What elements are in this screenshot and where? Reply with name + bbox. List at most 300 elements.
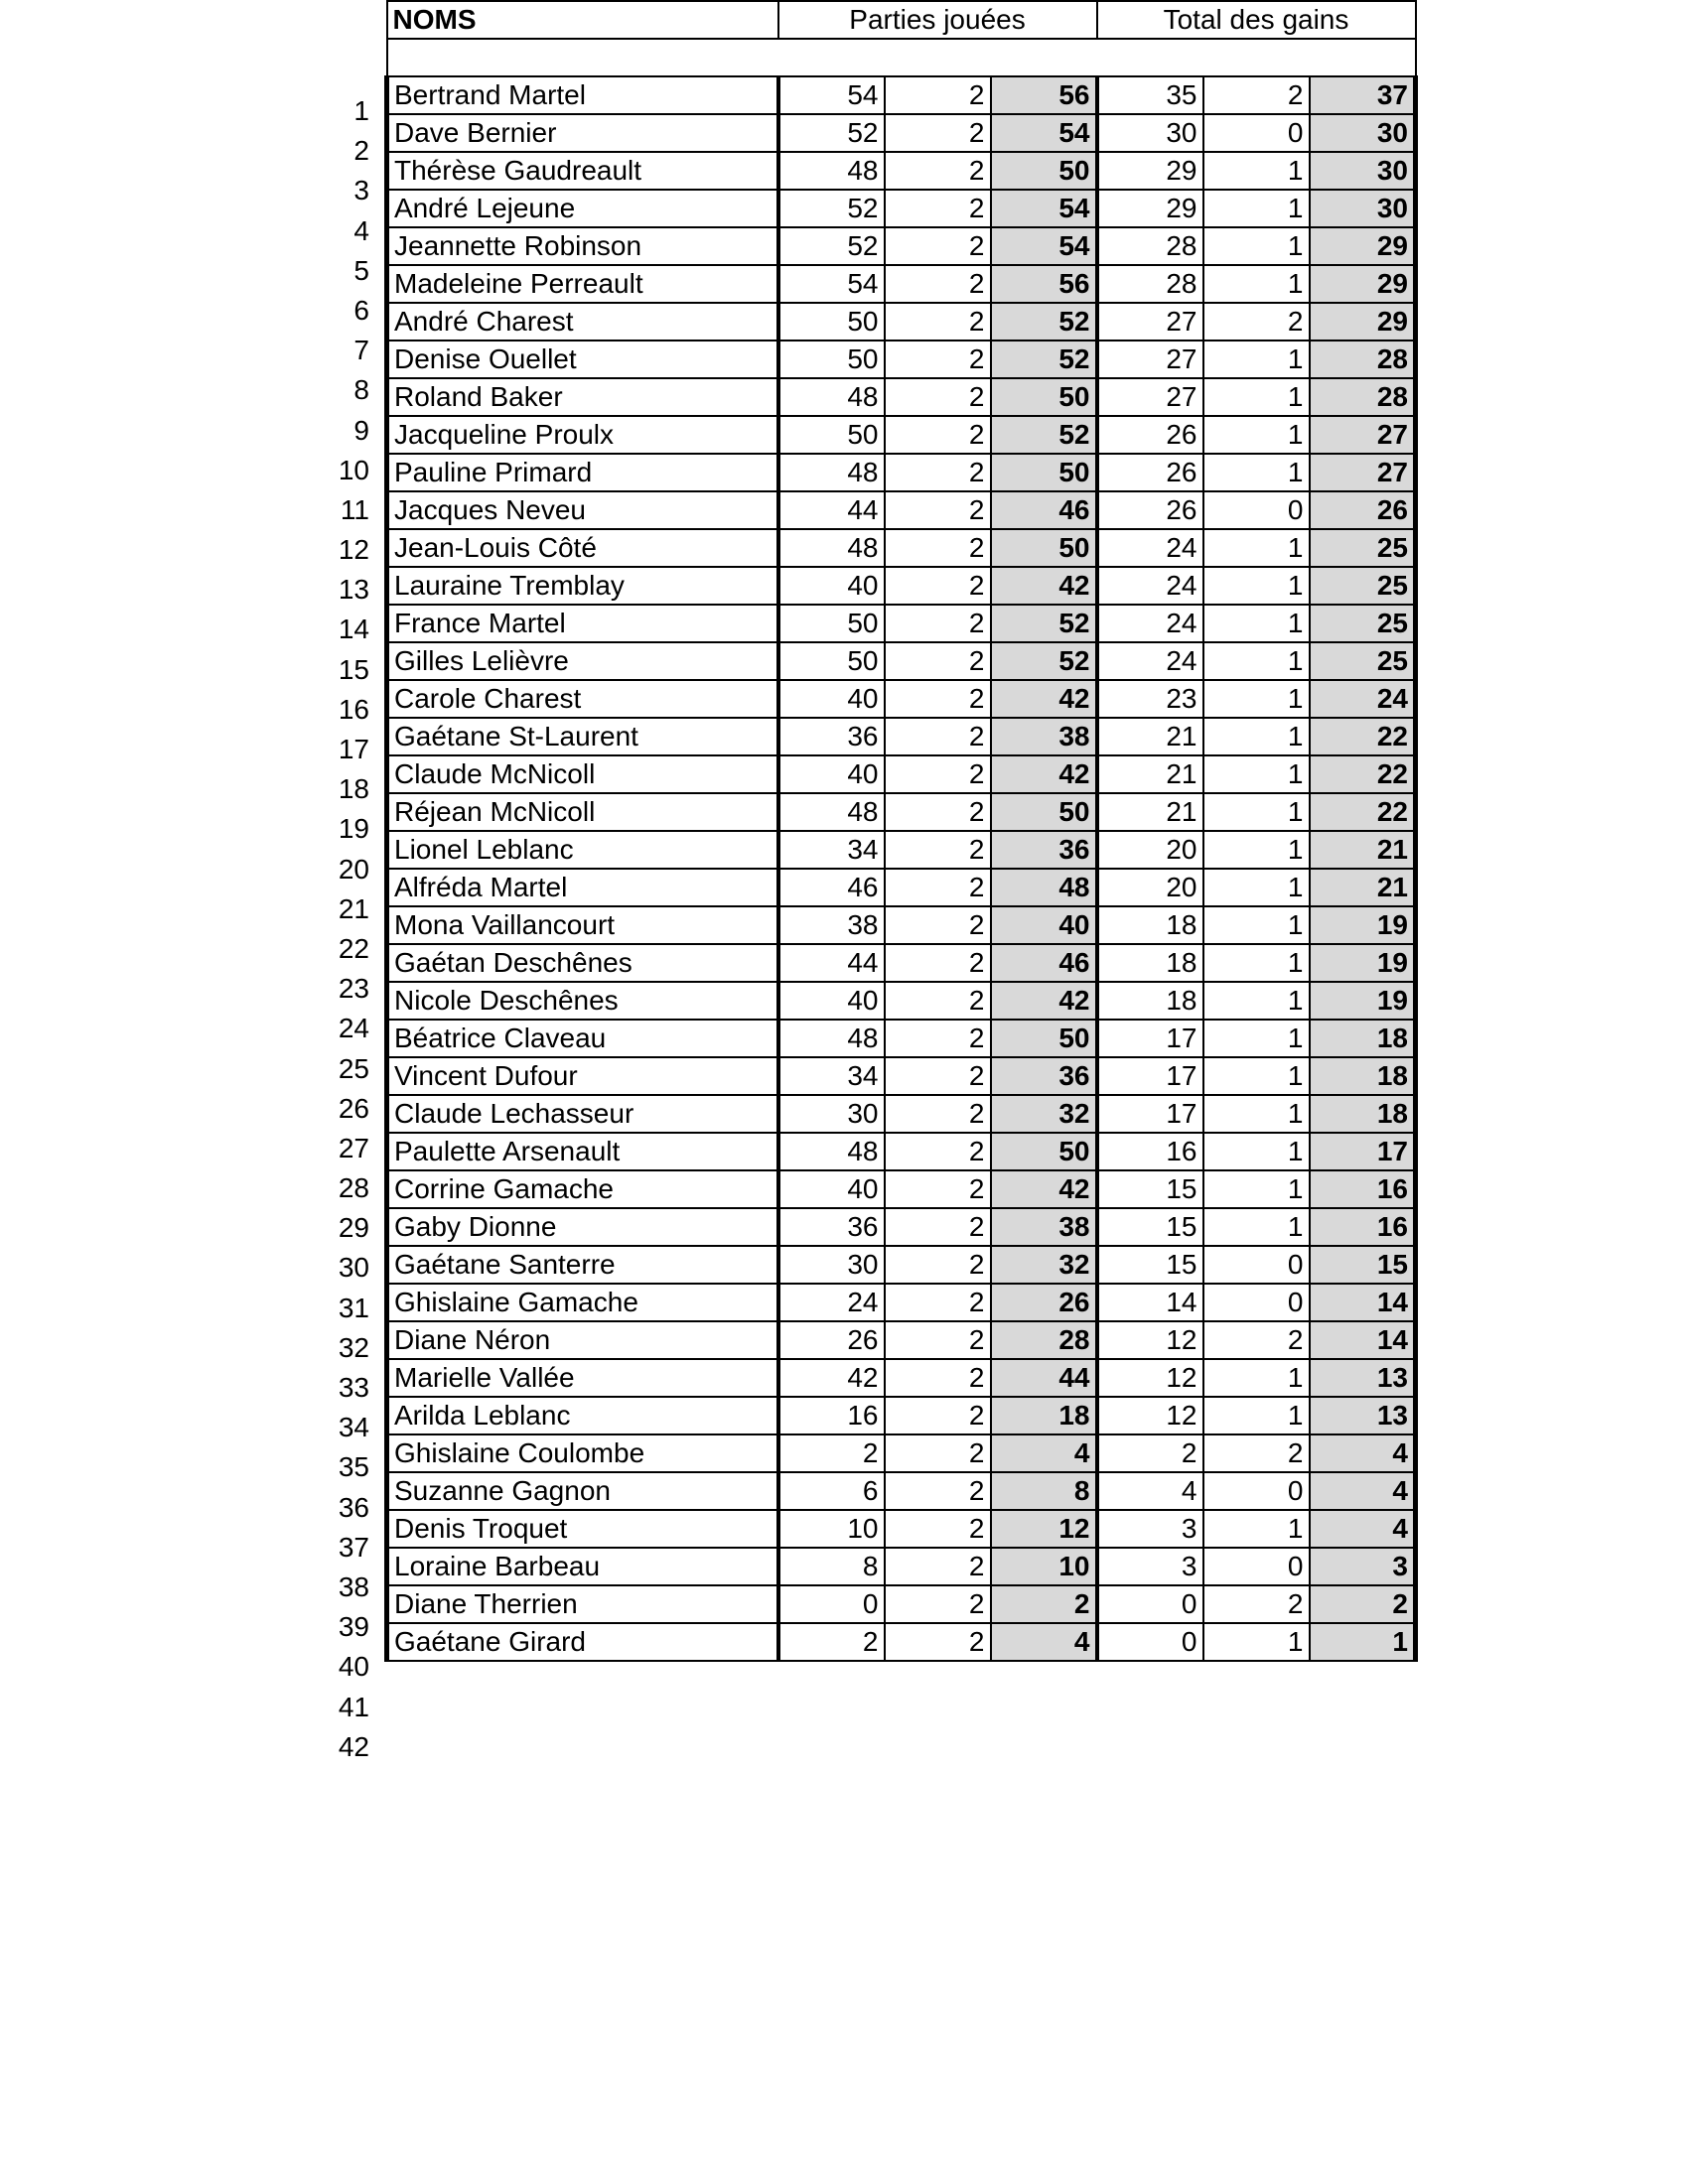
cell-games-b: 2 bbox=[885, 76, 991, 114]
rank-number: 39 bbox=[338, 1611, 369, 1643]
cell-wins-total: 25 bbox=[1310, 529, 1416, 567]
cell-games-b: 2 bbox=[885, 1321, 991, 1359]
header-total-wins: Total des gains bbox=[1097, 1, 1416, 39]
table-row bbox=[387, 152, 1416, 190]
cell-games-b: 2 bbox=[885, 152, 991, 190]
cell-wins-a: 26 bbox=[1097, 416, 1203, 454]
cell-wins-b: 2 bbox=[1203, 1585, 1310, 1623]
table-row bbox=[387, 265, 1416, 303]
cell-games-a: 0 bbox=[778, 1585, 885, 1623]
cell-wins-a: 24 bbox=[1097, 567, 1203, 605]
cell-wins-b: 0 bbox=[1203, 1548, 1310, 1585]
table-row bbox=[387, 1284, 1416, 1321]
cell-games-a: 48 bbox=[778, 529, 885, 567]
cell-name: Lauraine Tremblay bbox=[387, 567, 778, 605]
rank-number: 13 bbox=[338, 574, 369, 606]
cell-games-b: 2 bbox=[885, 1208, 991, 1246]
cell-wins-total: 28 bbox=[1310, 341, 1416, 378]
cell-wins-b: 2 bbox=[1203, 76, 1310, 114]
cell-wins-a: 15 bbox=[1097, 1170, 1203, 1208]
rank-number: 28 bbox=[338, 1172, 369, 1204]
cell-wins-b: 0 bbox=[1203, 491, 1310, 529]
rank-number: 41 bbox=[338, 1691, 369, 1722]
cell-name: Madeleine Perreault bbox=[387, 265, 778, 303]
cell-wins-b: 1 bbox=[1203, 341, 1310, 378]
cell-wins-b: 2 bbox=[1203, 1321, 1310, 1359]
cell-games-b: 2 bbox=[885, 1548, 991, 1585]
cell-name: Béatrice Claveau bbox=[387, 1020, 778, 1057]
table-row bbox=[387, 1020, 1416, 1057]
cell-games-b: 2 bbox=[885, 227, 991, 265]
cell-games-b: 2 bbox=[885, 944, 991, 982]
cell-name: Réjean McNicoll bbox=[387, 793, 778, 831]
rank-number: 32 bbox=[338, 1331, 369, 1363]
cell-wins-b: 1 bbox=[1203, 190, 1310, 227]
rank-number: 18 bbox=[338, 773, 369, 805]
table-row bbox=[387, 718, 1416, 755]
cell-games-b: 2 bbox=[885, 303, 991, 341]
cell-games-a: 44 bbox=[778, 491, 885, 529]
cell-wins-a: 17 bbox=[1097, 1020, 1203, 1057]
cell-wins-b: 1 bbox=[1203, 1397, 1310, 1434]
cell-games-total: 50 bbox=[991, 152, 1097, 190]
cell-name: Jean-Louis Côté bbox=[387, 529, 778, 567]
cell-wins-a: 12 bbox=[1097, 1321, 1203, 1359]
rank-number: 9 bbox=[353, 414, 369, 446]
header-row bbox=[387, 1, 1416, 39]
rank-number: 23 bbox=[338, 973, 369, 1005]
cell-wins-a: 24 bbox=[1097, 642, 1203, 680]
cell-wins-total: 26 bbox=[1310, 491, 1416, 529]
cell-name: Gaétane Girard bbox=[387, 1623, 778, 1661]
cell-name: Ghislaine Gamache bbox=[387, 1284, 778, 1321]
rank-number: 5 bbox=[353, 254, 369, 286]
cell-games-a: 50 bbox=[778, 605, 885, 642]
cell-games-a: 50 bbox=[778, 416, 885, 454]
cell-games-a: 40 bbox=[778, 680, 885, 718]
rank-number: 10 bbox=[338, 454, 369, 485]
cell-games-a: 16 bbox=[778, 1397, 885, 1434]
cell-wins-a: 18 bbox=[1097, 906, 1203, 944]
cell-name: Loraine Barbeau bbox=[387, 1548, 778, 1585]
cell-wins-a: 15 bbox=[1097, 1246, 1203, 1284]
table-row bbox=[387, 944, 1416, 982]
rank-number: 7 bbox=[353, 335, 369, 366]
cell-games-total: 52 bbox=[991, 642, 1097, 680]
cell-name: Suzanne Gagnon bbox=[387, 1472, 778, 1510]
cell-wins-b: 1 bbox=[1203, 1057, 1310, 1095]
cell-games-a: 50 bbox=[778, 341, 885, 378]
cell-games-total: 38 bbox=[991, 718, 1097, 755]
rank-number: 16 bbox=[338, 693, 369, 725]
cell-games-total: 52 bbox=[991, 605, 1097, 642]
cell-wins-total: 25 bbox=[1310, 567, 1416, 605]
cell-games-total: 38 bbox=[991, 1208, 1097, 1246]
rank-number: 34 bbox=[338, 1412, 369, 1443]
cell-wins-b: 1 bbox=[1203, 944, 1310, 982]
table-row bbox=[387, 680, 1416, 718]
cell-wins-b: 1 bbox=[1203, 1359, 1310, 1397]
table-row bbox=[387, 1434, 1416, 1472]
cell-name: Dave Bernier bbox=[387, 114, 778, 152]
table-row bbox=[387, 906, 1416, 944]
cell-name: Alfréda Martel bbox=[387, 869, 778, 906]
cell-games-b: 2 bbox=[885, 529, 991, 567]
cell-wins-b: 1 bbox=[1203, 642, 1310, 680]
cell-wins-a: 27 bbox=[1097, 303, 1203, 341]
table-row bbox=[387, 567, 1416, 605]
cell-wins-total: 30 bbox=[1310, 190, 1416, 227]
cell-games-total: 32 bbox=[991, 1246, 1097, 1284]
cell-name: Vincent Dufour bbox=[387, 1057, 778, 1095]
rank-number: 12 bbox=[338, 534, 369, 566]
cell-wins-b: 2 bbox=[1203, 303, 1310, 341]
cell-games-b: 2 bbox=[885, 454, 991, 491]
cell-wins-total: 29 bbox=[1310, 303, 1416, 341]
cell-games-a: 34 bbox=[778, 1057, 885, 1095]
cell-wins-b: 0 bbox=[1203, 1284, 1310, 1321]
cell-games-a: 30 bbox=[778, 1246, 885, 1284]
cell-wins-total: 30 bbox=[1310, 114, 1416, 152]
table-row bbox=[387, 529, 1416, 567]
cell-games-a: 40 bbox=[778, 755, 885, 793]
cell-games-a: 54 bbox=[778, 265, 885, 303]
cell-wins-a: 18 bbox=[1097, 944, 1203, 982]
cell-wins-total: 22 bbox=[1310, 793, 1416, 831]
cell-wins-b: 1 bbox=[1203, 152, 1310, 190]
cell-wins-a: 17 bbox=[1097, 1057, 1203, 1095]
header-games-played: Parties jouées bbox=[778, 1, 1097, 39]
cell-games-b: 2 bbox=[885, 190, 991, 227]
table-row bbox=[387, 1095, 1416, 1133]
table-row bbox=[387, 1510, 1416, 1548]
cell-games-total: 56 bbox=[991, 76, 1097, 114]
cell-wins-total: 4 bbox=[1310, 1434, 1416, 1472]
cell-games-b: 2 bbox=[885, 491, 991, 529]
cell-games-b: 2 bbox=[885, 605, 991, 642]
cell-games-a: 36 bbox=[778, 718, 885, 755]
cell-games-total: 42 bbox=[991, 680, 1097, 718]
cell-wins-a: 12 bbox=[1097, 1397, 1203, 1434]
cell-wins-a: 3 bbox=[1097, 1510, 1203, 1548]
cell-wins-b: 1 bbox=[1203, 831, 1310, 869]
cell-wins-a: 15 bbox=[1097, 1208, 1203, 1246]
cell-wins-b: 1 bbox=[1203, 1208, 1310, 1246]
cell-wins-a: 21 bbox=[1097, 718, 1203, 755]
cell-wins-b: 0 bbox=[1203, 114, 1310, 152]
cell-games-total: 42 bbox=[991, 755, 1097, 793]
spacer-cell bbox=[387, 39, 1416, 76]
cell-games-total: 12 bbox=[991, 1510, 1097, 1548]
cell-name: Diane Therrien bbox=[387, 1585, 778, 1623]
table-row bbox=[387, 1397, 1416, 1434]
cell-wins-b: 1 bbox=[1203, 605, 1310, 642]
table-row bbox=[387, 341, 1416, 378]
cell-name: André Charest bbox=[387, 303, 778, 341]
cell-wins-total: 4 bbox=[1310, 1510, 1416, 1548]
rank-number: 40 bbox=[338, 1651, 369, 1683]
cell-games-a: 10 bbox=[778, 1510, 885, 1548]
table-row bbox=[387, 1548, 1416, 1585]
cell-wins-total: 18 bbox=[1310, 1020, 1416, 1057]
cell-games-b: 2 bbox=[885, 793, 991, 831]
cell-wins-a: 21 bbox=[1097, 793, 1203, 831]
cell-wins-a: 21 bbox=[1097, 755, 1203, 793]
cell-games-total: 2 bbox=[991, 1585, 1097, 1623]
rank-number: 15 bbox=[338, 653, 369, 685]
table-row bbox=[387, 869, 1416, 906]
cell-games-b: 2 bbox=[885, 1434, 991, 1472]
cell-name: Denis Troquet bbox=[387, 1510, 778, 1548]
cell-wins-total: 19 bbox=[1310, 944, 1416, 982]
cell-games-a: 40 bbox=[778, 982, 885, 1020]
rank-number: 38 bbox=[338, 1570, 369, 1602]
cell-games-b: 2 bbox=[885, 718, 991, 755]
table-row bbox=[387, 303, 1416, 341]
cell-games-b: 2 bbox=[885, 1359, 991, 1397]
rank-number: 3 bbox=[353, 175, 369, 206]
cell-games-a: 34 bbox=[778, 831, 885, 869]
cell-wins-a: 35 bbox=[1097, 76, 1203, 114]
table-row bbox=[387, 227, 1416, 265]
cell-games-b: 2 bbox=[885, 906, 991, 944]
rank-number: 27 bbox=[338, 1132, 369, 1163]
cell-games-a: 42 bbox=[778, 1359, 885, 1397]
cell-wins-b: 1 bbox=[1203, 718, 1310, 755]
cell-name: Diane Néron bbox=[387, 1321, 778, 1359]
cell-wins-a: 17 bbox=[1097, 1095, 1203, 1133]
rank-number: 8 bbox=[353, 374, 369, 406]
cell-games-total: 42 bbox=[991, 567, 1097, 605]
cell-games-total: 50 bbox=[991, 1020, 1097, 1057]
cell-wins-total: 2 bbox=[1310, 1585, 1416, 1623]
table-row bbox=[387, 76, 1416, 114]
cell-games-b: 2 bbox=[885, 378, 991, 416]
cell-games-a: 38 bbox=[778, 906, 885, 944]
cell-wins-total: 21 bbox=[1310, 869, 1416, 906]
cell-games-a: 6 bbox=[778, 1472, 885, 1510]
cell-wins-b: 1 bbox=[1203, 906, 1310, 944]
cell-games-total: 50 bbox=[991, 1133, 1097, 1170]
cell-wins-a: 3 bbox=[1097, 1548, 1203, 1585]
cell-wins-a: 0 bbox=[1097, 1623, 1203, 1661]
cell-wins-total: 19 bbox=[1310, 906, 1416, 944]
cell-wins-total: 21 bbox=[1310, 831, 1416, 869]
table-row bbox=[387, 755, 1416, 793]
cell-games-total: 50 bbox=[991, 378, 1097, 416]
rank-number: 26 bbox=[338, 1092, 369, 1124]
cell-wins-b: 1 bbox=[1203, 680, 1310, 718]
cell-games-total: 54 bbox=[991, 227, 1097, 265]
cell-games-a: 26 bbox=[778, 1321, 885, 1359]
cell-name: Gaétan Deschênes bbox=[387, 944, 778, 982]
cell-games-total: 52 bbox=[991, 341, 1097, 378]
cell-games-total: 26 bbox=[991, 1284, 1097, 1321]
rank-number: 42 bbox=[338, 1730, 369, 1762]
cell-games-total: 54 bbox=[991, 190, 1097, 227]
cell-wins-total: 25 bbox=[1310, 605, 1416, 642]
cell-games-a: 52 bbox=[778, 190, 885, 227]
cell-wins-total: 27 bbox=[1310, 416, 1416, 454]
cell-games-a: 48 bbox=[778, 152, 885, 190]
cell-wins-a: 26 bbox=[1097, 454, 1203, 491]
cell-games-a: 40 bbox=[778, 1170, 885, 1208]
cell-wins-total: 37 bbox=[1310, 76, 1416, 114]
table-row bbox=[387, 1321, 1416, 1359]
cell-wins-a: 12 bbox=[1097, 1359, 1203, 1397]
cell-name: Pauline Primard bbox=[387, 454, 778, 491]
cell-wins-b: 0 bbox=[1203, 1246, 1310, 1284]
cell-wins-a: 24 bbox=[1097, 529, 1203, 567]
cell-games-a: 50 bbox=[778, 642, 885, 680]
table-row bbox=[387, 454, 1416, 491]
cell-wins-a: 27 bbox=[1097, 378, 1203, 416]
cell-games-b: 2 bbox=[885, 416, 991, 454]
cell-wins-total: 22 bbox=[1310, 718, 1416, 755]
cell-games-a: 46 bbox=[778, 869, 885, 906]
cell-games-b: 2 bbox=[885, 1020, 991, 1057]
cell-wins-total: 13 bbox=[1310, 1397, 1416, 1434]
cell-games-a: 48 bbox=[778, 378, 885, 416]
cell-games-total: 46 bbox=[991, 944, 1097, 982]
cell-wins-total: 30 bbox=[1310, 152, 1416, 190]
cell-wins-a: 28 bbox=[1097, 227, 1203, 265]
cell-name: Mona Vaillancourt bbox=[387, 906, 778, 944]
cell-games-b: 2 bbox=[885, 869, 991, 906]
cell-games-total: 32 bbox=[991, 1095, 1097, 1133]
table-row bbox=[387, 793, 1416, 831]
table-row bbox=[387, 1170, 1416, 1208]
table-row bbox=[387, 1133, 1416, 1170]
cell-games-a: 48 bbox=[778, 1020, 885, 1057]
cell-wins-a: 23 bbox=[1097, 680, 1203, 718]
cell-games-b: 2 bbox=[885, 680, 991, 718]
cell-name: Jacques Neveu bbox=[387, 491, 778, 529]
cell-games-total: 10 bbox=[991, 1548, 1097, 1585]
cell-games-b: 2 bbox=[885, 755, 991, 793]
cell-wins-b: 1 bbox=[1203, 227, 1310, 265]
cell-games-b: 2 bbox=[885, 1170, 991, 1208]
cell-wins-a: 2 bbox=[1097, 1434, 1203, 1472]
cell-wins-b: 1 bbox=[1203, 1170, 1310, 1208]
cell-games-total: 36 bbox=[991, 1057, 1097, 1095]
rank-number: 25 bbox=[338, 1052, 369, 1084]
cell-wins-b: 1 bbox=[1203, 1510, 1310, 1548]
cell-wins-total: 18 bbox=[1310, 1095, 1416, 1133]
cell-wins-a: 24 bbox=[1097, 605, 1203, 642]
cell-wins-b: 1 bbox=[1203, 454, 1310, 491]
table-row bbox=[387, 642, 1416, 680]
cell-games-b: 2 bbox=[885, 1133, 991, 1170]
cell-name: Roland Baker bbox=[387, 378, 778, 416]
table-row bbox=[387, 190, 1416, 227]
cell-wins-a: 30 bbox=[1097, 114, 1203, 152]
cell-games-b: 2 bbox=[885, 1095, 991, 1133]
cell-wins-total: 25 bbox=[1310, 642, 1416, 680]
cell-games-total: 18 bbox=[991, 1397, 1097, 1434]
cell-name: Paulette Arsenault bbox=[387, 1133, 778, 1170]
rank-number: 14 bbox=[338, 614, 369, 645]
cell-name: Lionel Leblanc bbox=[387, 831, 778, 869]
cell-games-a: 48 bbox=[778, 1133, 885, 1170]
cell-wins-total: 22 bbox=[1310, 755, 1416, 793]
cell-name: Claude McNicoll bbox=[387, 755, 778, 793]
rank-number: 37 bbox=[338, 1531, 369, 1563]
cell-games-total: 54 bbox=[991, 114, 1097, 152]
rank-number: 22 bbox=[338, 932, 369, 964]
cell-games-b: 2 bbox=[885, 831, 991, 869]
standings-table bbox=[384, 0, 1418, 1662]
cell-wins-total: 16 bbox=[1310, 1208, 1416, 1246]
cell-games-a: 40 bbox=[778, 567, 885, 605]
cell-wins-b: 0 bbox=[1203, 1472, 1310, 1510]
cell-games-total: 50 bbox=[991, 793, 1097, 831]
cell-name: Gaétane Santerre bbox=[387, 1246, 778, 1284]
cell-wins-total: 24 bbox=[1310, 680, 1416, 718]
cell-games-total: 44 bbox=[991, 1359, 1097, 1397]
table-row bbox=[387, 605, 1416, 642]
rank-number: 11 bbox=[340, 493, 369, 525]
cell-wins-b: 1 bbox=[1203, 1020, 1310, 1057]
rank-number: 30 bbox=[338, 1252, 369, 1284]
cell-name: Corrine Gamache bbox=[387, 1170, 778, 1208]
rank-number: 1 bbox=[353, 95, 369, 126]
cell-name: Gilles Lelièvre bbox=[387, 642, 778, 680]
cell-wins-total: 18 bbox=[1310, 1057, 1416, 1095]
cell-name: Thérèse Gaudreault bbox=[387, 152, 778, 190]
cell-wins-total: 4 bbox=[1310, 1472, 1416, 1510]
rank-number: 29 bbox=[338, 1212, 369, 1244]
cell-wins-b: 1 bbox=[1203, 416, 1310, 454]
cell-wins-a: 29 bbox=[1097, 190, 1203, 227]
cell-name: Nicole Deschênes bbox=[387, 982, 778, 1020]
cell-wins-b: 1 bbox=[1203, 793, 1310, 831]
cell-games-b: 2 bbox=[885, 1284, 991, 1321]
spacer-row bbox=[387, 39, 1416, 76]
cell-games-total: 40 bbox=[991, 906, 1097, 944]
cell-games-b: 2 bbox=[885, 1246, 991, 1284]
cell-wins-total: 27 bbox=[1310, 454, 1416, 491]
cell-games-total: 46 bbox=[991, 491, 1097, 529]
cell-name: France Martel bbox=[387, 605, 778, 642]
cell-wins-b: 1 bbox=[1203, 265, 1310, 303]
cell-games-b: 2 bbox=[885, 1057, 991, 1095]
cell-games-total: 42 bbox=[991, 1170, 1097, 1208]
cell-name: Jacqueline Proulx bbox=[387, 416, 778, 454]
cell-wins-a: 4 bbox=[1097, 1472, 1203, 1510]
cell-games-total: 48 bbox=[991, 869, 1097, 906]
cell-name: Claude Lechasseur bbox=[387, 1095, 778, 1133]
cell-games-b: 2 bbox=[885, 982, 991, 1020]
rank-number: 31 bbox=[338, 1292, 369, 1323]
table-row bbox=[387, 831, 1416, 869]
cell-wins-total: 3 bbox=[1310, 1548, 1416, 1585]
cell-wins-b: 1 bbox=[1203, 1095, 1310, 1133]
cell-games-b: 2 bbox=[885, 341, 991, 378]
cell-wins-b: 1 bbox=[1203, 529, 1310, 567]
table-row bbox=[387, 114, 1416, 152]
cell-games-total: 50 bbox=[991, 529, 1097, 567]
cell-games-b: 2 bbox=[885, 1397, 991, 1434]
cell-games-a: 30 bbox=[778, 1095, 885, 1133]
cell-games-a: 52 bbox=[778, 114, 885, 152]
cell-wins-total: 15 bbox=[1310, 1246, 1416, 1284]
cell-games-total: 28 bbox=[991, 1321, 1097, 1359]
rank-number: 6 bbox=[353, 294, 369, 326]
cell-games-a: 36 bbox=[778, 1208, 885, 1246]
table-row bbox=[387, 378, 1416, 416]
cell-games-a: 8 bbox=[778, 1548, 885, 1585]
